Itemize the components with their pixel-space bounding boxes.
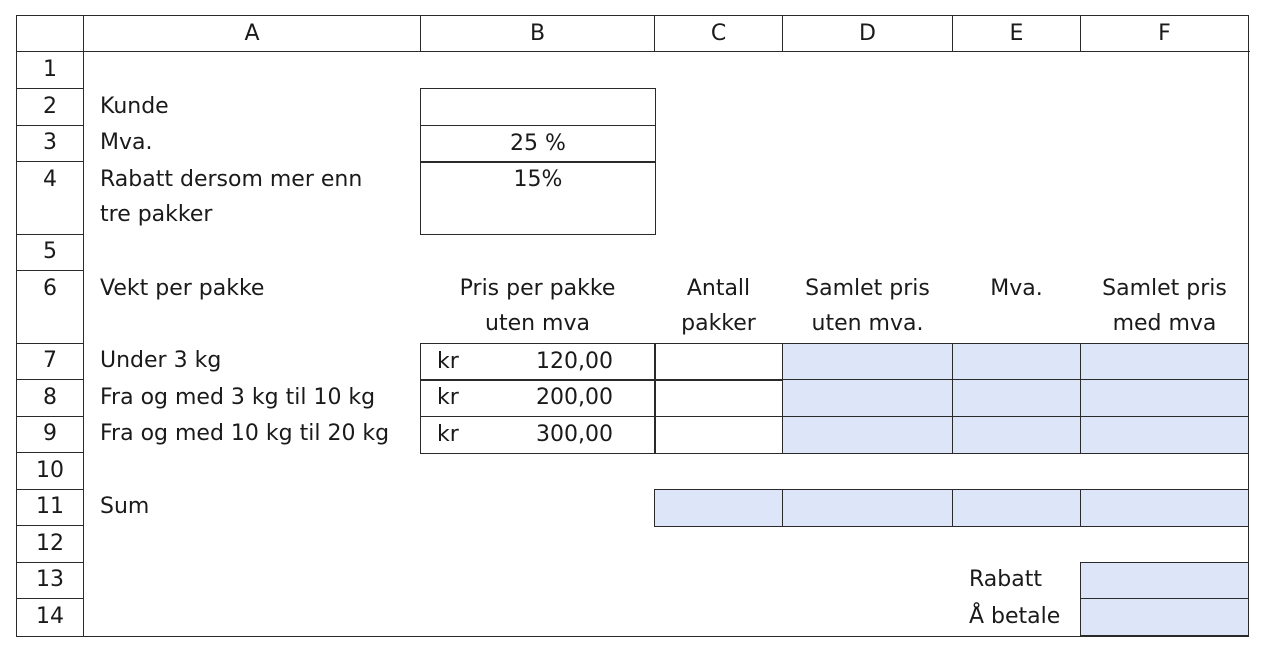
mva-row9[interactable] (952, 416, 1082, 454)
samlet-uten-mva-row7[interactable] (782, 343, 954, 381)
sum-mva[interactable] (952, 489, 1082, 527)
column-header-c[interactable]: C (710, 21, 727, 46)
input-rabatt[interactable] (420, 161, 656, 235)
label-a-betale: Å betale (969, 604, 1061, 629)
header-pris-line1: Pris per pakke (459, 276, 616, 301)
label-mva: Mva. (100, 130, 153, 155)
label-rabatt: Rabatt (969, 567, 1042, 592)
mva-row7[interactable] (952, 343, 1082, 381)
row-header-9[interactable]: 9 (43, 421, 57, 446)
label-rabatt-line2: tre pakker (100, 202, 213, 227)
label-fra-3-til-10: Fra og med 3 kg til 10 kg (100, 385, 376, 410)
price-amount: 200,00 (536, 385, 613, 410)
samlet-med-mva-row7[interactable] (1080, 343, 1249, 381)
column-header-d[interactable]: D (859, 21, 876, 46)
header-samlet-med-mva (1081, 271, 1248, 341)
row-header-12[interactable]: 12 (36, 531, 64, 556)
label-under-3kg: Under 3 kg (100, 348, 222, 373)
price-cell-3-to-10[interactable] (420, 379, 656, 417)
antall-input-row8[interactable] (654, 379, 784, 417)
currency-label: kr (437, 385, 459, 410)
header-samletmed-line2: med mva (1112, 311, 1217, 336)
column-header-e[interactable]: E (1009, 21, 1024, 46)
row-header-14[interactable]: 14 (36, 604, 64, 629)
rabatt-result[interactable] (1080, 562, 1249, 600)
row-header-5[interactable]: 5 (43, 239, 57, 264)
row-header-13[interactable]: 13 (36, 567, 64, 592)
currency-label: kr (437, 422, 459, 447)
row-header-divider (83, 16, 84, 636)
label-rabatt-dersom (100, 162, 400, 232)
header-samletmed-line1: Samlet pris (1102, 276, 1227, 301)
column-header-a[interactable]: A (244, 21, 260, 46)
mva-row8[interactable] (952, 379, 1082, 417)
input-kunde[interactable] (420, 88, 656, 126)
header-antall-pakker (655, 271, 782, 341)
label-rabatt-line1: Rabatt dersom mer enn (100, 167, 363, 192)
samlet-uten-mva-row8[interactable] (782, 379, 954, 417)
column-header-b[interactable]: B (529, 21, 546, 46)
sum-antall[interactable] (654, 489, 784, 527)
row-header-2[interactable]: 2 (43, 94, 57, 119)
label-fra-10-til-20: Fra og med 10 kg til 20 kg (100, 421, 390, 446)
mva-value: 25 % (510, 131, 566, 156)
header-samlet-uten-mva (783, 271, 952, 341)
row-header-11[interactable]: 11 (36, 494, 64, 519)
price-amount: 120,00 (536, 349, 613, 374)
row-header-6[interactable]: 6 (43, 276, 57, 301)
sum-samlet-uten-mva[interactable] (782, 489, 954, 527)
label-kunde: Kunde (100, 94, 169, 119)
price-cell-under-3[interactable] (420, 343, 656, 381)
antall-input-row9[interactable] (654, 416, 784, 454)
sum-samlet-med-mva[interactable] (1080, 489, 1249, 527)
price-cell-10-to-20[interactable] (420, 416, 656, 454)
a-betale-result[interactable] (1080, 598, 1249, 636)
input-mva[interactable] (420, 125, 656, 163)
label-sum: Sum (100, 494, 150, 519)
header-mva: Mva. (990, 276, 1043, 301)
label-vekt-per-pakke: Vekt per pakke (100, 276, 265, 301)
currency-label: kr (437, 349, 459, 374)
header-antall-line2: pakker (681, 311, 756, 336)
header-antall-line1: Antall (686, 276, 751, 301)
row-header-4[interactable]: 4 (43, 167, 57, 192)
row-header-3[interactable]: 3 (43, 130, 57, 155)
header-pris-per-pakke (421, 271, 654, 341)
row-header-7[interactable]: 7 (43, 348, 57, 373)
column-header-f[interactable]: F (1158, 21, 1171, 46)
spreadsheet (16, 15, 1249, 637)
price-amount: 300,00 (536, 422, 613, 447)
row-header-10[interactable]: 10 (36, 458, 64, 483)
header-samlet-line2: uten mva. (811, 311, 924, 336)
samlet-med-mva-row9[interactable] (1080, 416, 1249, 454)
antall-input-row7[interactable] (654, 343, 784, 381)
samlet-med-mva-row8[interactable] (1080, 379, 1249, 417)
header-pris-line2: uten mva (485, 311, 590, 336)
row-header-8[interactable]: 8 (43, 385, 57, 410)
header-samlet-line1: Samlet pris (805, 276, 930, 301)
row-header-1[interactable]: 1 (43, 57, 57, 82)
samlet-uten-mva-row9[interactable] (782, 416, 954, 454)
rabatt-value: 15% (513, 167, 563, 192)
